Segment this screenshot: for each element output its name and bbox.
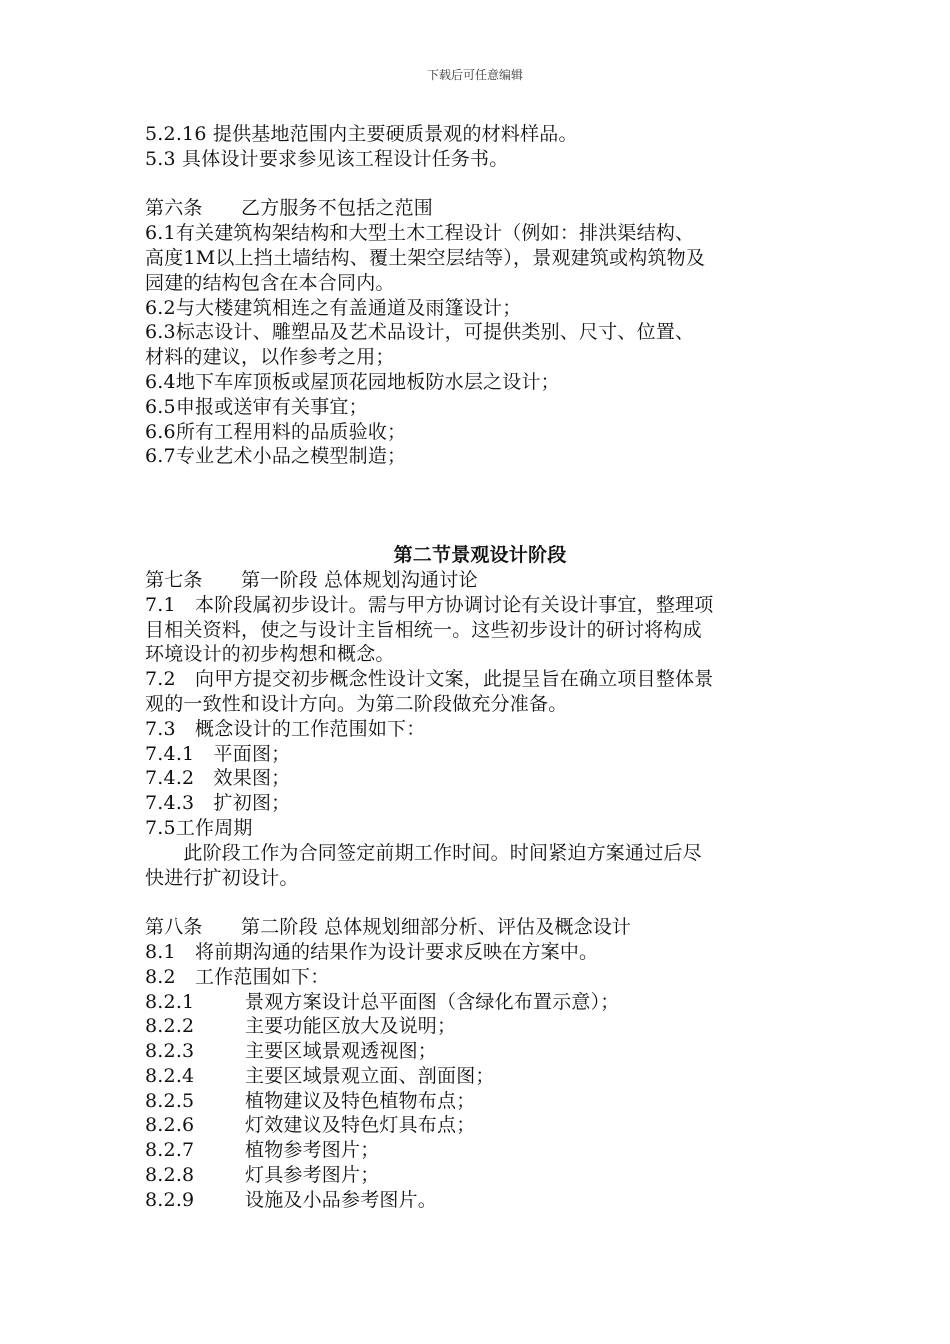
paragraph-line: 观的一致性和设计方向。为第二阶段做充分准备。 (145, 692, 568, 715)
section-heading: 第二节景观设计阶段 (393, 544, 567, 567)
list-item-text: 主要区域景观透视图； (245, 1040, 438, 1063)
list-item-number: 8.2.2 (145, 1015, 195, 1038)
paragraph-line: 6.3标志设计、雕塑品及艺术品设计，可提供类别、尺寸、位置、 (145, 321, 695, 344)
list-item-number: 8.2.4 (145, 1064, 195, 1087)
article-heading: 第七条 第一阶段 总体规划沟通讨论 (145, 568, 478, 591)
paragraph-line: 6.4地下车库顶板或屋顶花园地板防水层之设计； (145, 370, 560, 393)
list-item-text: 植物参考图片； (245, 1139, 380, 1162)
paragraph-line: 8.2 工作范围如下： (145, 965, 330, 988)
paragraph-line: 6.7专业艺术小品之模型制造； (145, 445, 407, 468)
paragraph-line: 6.5申报或送审有关事宜； (145, 395, 368, 418)
paragraph-line: 材料的建议，以作参考之用； (145, 346, 395, 369)
paragraph-line: 环境设计的初步构想和概念。 (145, 643, 395, 666)
list-item (145, 1163, 815, 1188)
paragraph-line: 6.1有关建筑构架结构和大型土木工程设计（例如：排洪渠结构、 (145, 222, 695, 245)
list-item-number: 8.2.8 (145, 1164, 195, 1187)
paragraph-line: 园建的结构包含在本合同内。 (145, 271, 395, 294)
list-item-text: 景观方案设计总平面图（含绿化布置示意）； (245, 990, 620, 1013)
paragraph-line: 7.5工作周期 (145, 816, 253, 839)
document-body (145, 122, 815, 1213)
paragraph-line: 5.3 具体设计要求参见该工程设计任务书。 (145, 147, 509, 170)
paragraph-line: 高度1M以上挡土墙结构、覆土架空层结等），景观建筑或构筑物及 (145, 246, 706, 269)
list-item-number: 8.2.1 (145, 990, 195, 1013)
list-item (145, 1138, 815, 1163)
list-item-text: 灯具参考图片； (245, 1164, 380, 1187)
list-item (145, 1064, 815, 1089)
article-heading: 第六条 乙方服务不包括之范围 (145, 197, 434, 220)
paragraph-line: 6.2与大楼建筑相连之有盖通道及雨篷设计； (145, 296, 522, 319)
paragraph-line: 目相关资料，使之与设计主旨相统一。这些初步设计的研讨将构成 (145, 618, 702, 641)
list-item-text: 主要功能区放大及说明； (245, 1015, 457, 1038)
paragraph-line: 7.4.3 扩初图； (145, 792, 291, 815)
paragraph-line: 7.4.2 效果图； (145, 767, 291, 790)
paragraph-line: 7.4.1 平面图； (145, 742, 291, 765)
blank-line (145, 890, 815, 915)
list-item-number: 8.2.5 (145, 1089, 195, 1112)
paragraph-line: 8.1 将前期沟通的结果作为设计要求反映在方案中。 (145, 940, 599, 963)
paragraph-line: 7.1 本阶段属初步设计。需与甲方协调讨论有关设计事宜，整理项 (145, 593, 714, 616)
paragraph-line: 7.3 概念设计的工作范围如下： (145, 717, 426, 740)
list-item (145, 1113, 815, 1138)
list-item-text: 设施及小品参考图片。 (245, 1188, 438, 1211)
list-item-number: 8.2.7 (145, 1139, 195, 1162)
blank-space (145, 469, 815, 543)
paragraph-line: 7.2 向甲方提交初步概念性设计文案，此提呈旨在确立项目整体景 (145, 668, 714, 691)
blank-line (145, 172, 815, 197)
list-item-number: 8.2.9 (145, 1188, 195, 1211)
list-item (145, 1089, 815, 1114)
list-item-text: 灯效建议及特色灯具布点； (245, 1114, 476, 1137)
paragraph-line: 6.6所有工程用料的品质验收； (145, 420, 407, 443)
list-item-text: 植物建议及特色植物布点； (245, 1089, 476, 1112)
list-item (145, 990, 815, 1015)
list-item (145, 1039, 815, 1064)
list-item (145, 1014, 815, 1039)
article-heading: 第八条 第二阶段 总体规划细部分析、评估及概念设计 (145, 916, 632, 939)
list-item-text: 主要区域景观立面、剖面图； (245, 1064, 495, 1087)
list-item (145, 1188, 815, 1213)
list-item-number: 8.2.3 (145, 1040, 195, 1063)
paragraph-line: 5.2.16 提供基地范围内主要硬质景观的材料样品。 (145, 123, 578, 145)
list-item-number: 8.2.6 (145, 1114, 195, 1137)
page-header: 下载后可任意编辑 (426, 68, 523, 82)
paragraph-line: 快进行扩初设计。 (145, 866, 299, 889)
paragraph-line: 此阶段工作为合同签定前期工作时间。时间紧迫方案通过后尽 (145, 841, 702, 864)
